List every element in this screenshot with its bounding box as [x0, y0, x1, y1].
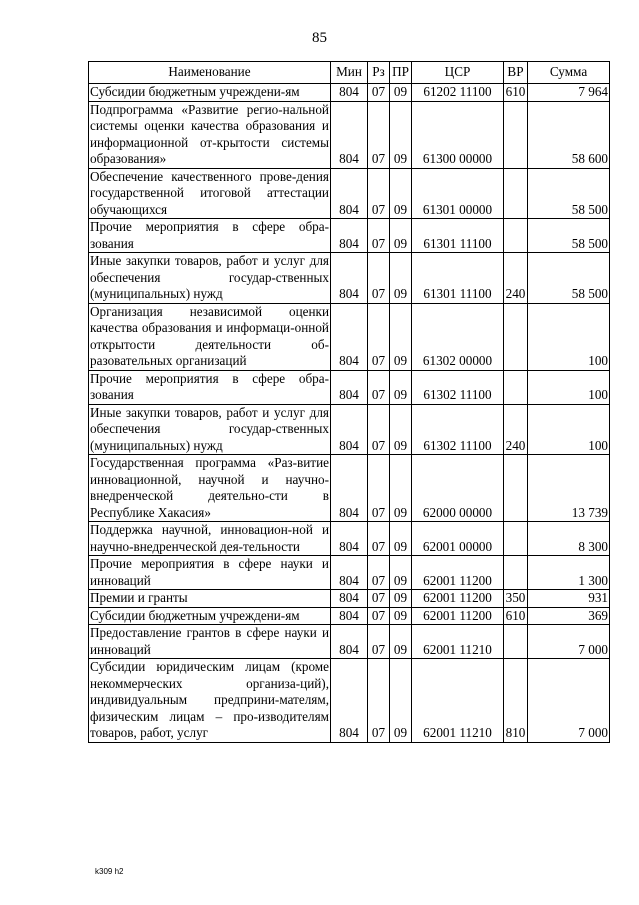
row-vr: [504, 168, 528, 219]
row-sum: 931: [528, 590, 610, 608]
row-vr: 240: [504, 253, 528, 304]
row-vr: 350: [504, 590, 528, 608]
row-vr: 610: [504, 607, 528, 625]
row-vr: [504, 101, 528, 168]
header-csr: ЦСР: [412, 62, 504, 84]
table-row: [89, 219, 610, 253]
row-csr: 61202 11100: [412, 84, 504, 102]
table-row: [89, 370, 610, 404]
row-pr: 09: [390, 556, 412, 590]
row-csr: 61302 00000: [412, 303, 504, 370]
row-sum: 100: [528, 303, 610, 370]
row-min: 804: [331, 455, 368, 522]
table-row: [89, 556, 610, 590]
row-csr: 62001 11210: [412, 659, 504, 743]
budget-table: [88, 61, 610, 743]
row-sum: 8 300: [528, 522, 610, 556]
row-csr: 62001 11200: [412, 556, 504, 590]
row-name: Подпрограмма «Развитие регио-нальной системы оценки качества образования и информационной от-крытости системы образования»: [90, 101, 329, 166]
row-rz: 07: [368, 404, 390, 455]
row-csr: 62001 11210: [412, 625, 504, 659]
row-sum: 100: [528, 370, 610, 404]
header-rz: Рз: [368, 62, 390, 84]
row-sum: 7 964: [528, 84, 610, 102]
row-rz: 07: [368, 625, 390, 659]
header-vr: ВР: [504, 62, 528, 84]
row-min: 804: [331, 625, 368, 659]
row-min: 804: [331, 84, 368, 102]
row-sum: 58 500: [528, 168, 610, 219]
table-row: [89, 404, 610, 455]
row-rz: 07: [368, 370, 390, 404]
row-name: Иные закупки товаров, работ и услуг для обеспечения государ-ственных (муниципальных) нужд: [90, 253, 329, 301]
table-row: [89, 607, 610, 625]
row-pr: 09: [390, 455, 412, 522]
row-pr: 09: [390, 303, 412, 370]
row-sum: 13 739: [528, 455, 610, 522]
row-csr: 61301 11100: [412, 219, 504, 253]
row-min: 804: [331, 370, 368, 404]
row-min: 804: [331, 101, 368, 168]
row-pr: 09: [390, 607, 412, 625]
row-csr: 62001 00000: [412, 522, 504, 556]
table-row: [89, 659, 610, 743]
row-rz: 07: [368, 659, 390, 743]
table-header-row: [89, 62, 610, 84]
row-pr: 09: [390, 659, 412, 743]
row-name: Иные закупки товаров, работ и услуг для обеспечения государ-ственных (муниципальных) нужд: [90, 404, 329, 453]
row-vr: [504, 625, 528, 659]
table-row: [89, 168, 610, 219]
row-name: Субсидии юридическим лицам (кроме некоммерческих организа-ций), индивидуальным предприни-мателям, физическим лицам – про-изводителям товаров, работ, услуг: [90, 659, 329, 740]
row-csr: 62001 11200: [412, 590, 504, 608]
row-rz: 07: [368, 556, 390, 590]
row-name: Субсидии бюджетным учреждени-ям: [89, 84, 331, 102]
header-pr: ПР: [390, 62, 412, 84]
row-csr: 61301 00000: [412, 168, 504, 219]
row-vr: 810: [504, 659, 528, 743]
table-row: [89, 455, 610, 522]
row-pr: 09: [390, 219, 412, 253]
row-vr: [504, 303, 528, 370]
row-pr: 09: [390, 625, 412, 659]
row-name: Организация независимой оценки качества образования и информаци-онной открытости деятельности об-разовательных организаций: [90, 303, 329, 368]
footer-code: k309 h2: [95, 867, 124, 876]
row-sum: 7 000: [528, 625, 610, 659]
row-rz: 07: [368, 219, 390, 253]
row-pr: 09: [390, 370, 412, 404]
row-csr: 62001 11200: [412, 607, 504, 625]
row-rz: 07: [368, 455, 390, 522]
header-min: Мин: [331, 62, 368, 84]
row-pr: 09: [390, 404, 412, 455]
row-name: Государственная программа «Раз-витие инновационной, научной и научно-внедренческой деятельно-сти в Республике Хакасия»: [90, 455, 329, 520]
row-sum: 369: [528, 607, 610, 625]
row-rz: 07: [368, 303, 390, 370]
row-vr: [504, 370, 528, 404]
row-pr: 09: [390, 84, 412, 102]
row-min: 804: [331, 404, 368, 455]
table-row: [89, 253, 610, 304]
row-min: 804: [331, 590, 368, 608]
row-pr: 09: [390, 253, 412, 304]
row-sum: 58 500: [528, 219, 610, 253]
row-name: Поддержка научной, инновацион-ной и научно-внедренческой дея-тельности: [90, 522, 329, 554]
row-sum: 58 500: [528, 253, 610, 304]
row-name: Прочие мероприятия в сфере обра-зования: [90, 219, 329, 251]
row-vr: 610: [504, 84, 528, 102]
row-csr: 61302 11100: [412, 370, 504, 404]
row-rz: 07: [368, 84, 390, 102]
header-name: Наименование: [89, 62, 331, 84]
header-sum: Сумма: [528, 62, 610, 84]
row-pr: 09: [390, 522, 412, 556]
row-sum: 58 600: [528, 101, 610, 168]
row-csr: 62000 00000: [412, 455, 504, 522]
row-vr: 240: [504, 404, 528, 455]
row-csr: 61301 11100: [412, 253, 504, 304]
row-vr: [504, 522, 528, 556]
row-rz: 07: [368, 607, 390, 625]
row-vr: [504, 219, 528, 253]
row-name: Премии и гранты: [89, 590, 331, 608]
row-rz: 07: [368, 590, 390, 608]
row-min: 804: [331, 556, 368, 590]
table-row: [89, 625, 610, 659]
row-pr: 09: [390, 590, 412, 608]
table-row: [89, 590, 610, 608]
row-sum: 7 000: [528, 659, 610, 743]
row-rz: 07: [368, 101, 390, 168]
row-min: 804: [331, 659, 368, 743]
row-min: 804: [331, 303, 368, 370]
row-csr: 61300 00000: [412, 101, 504, 168]
row-name: Субсидии бюджетным учреждени-ям: [89, 607, 331, 625]
row-name: Прочие мероприятия в сфере науки и инноваций: [90, 556, 329, 588]
row-pr: 09: [390, 168, 412, 219]
row-rz: 07: [368, 522, 390, 556]
row-sum: 1 300: [528, 556, 610, 590]
row-rz: 07: [368, 253, 390, 304]
row-name: Обеспечение качественного прове-дения государственной итоговой аттестации обучающихся: [90, 168, 329, 217]
table-row: [89, 101, 610, 168]
row-rz: 07: [368, 168, 390, 219]
row-sum: 100: [528, 404, 610, 455]
row-min: 804: [331, 607, 368, 625]
row-min: 804: [331, 168, 368, 219]
row-vr: [504, 455, 528, 522]
row-csr: 61302 11100: [412, 404, 504, 455]
row-min: 804: [331, 522, 368, 556]
row-name: Предоставление грантов в сфере науки и инноваций: [90, 625, 329, 657]
table-row: [89, 84, 610, 102]
row-name: Прочие мероприятия в сфере обра-зования: [90, 370, 329, 402]
page-number: 85: [312, 30, 327, 46]
table-row: [89, 303, 610, 370]
row-min: 804: [331, 219, 368, 253]
row-pr: 09: [390, 101, 412, 168]
table-row: [89, 522, 610, 556]
row-min: 804: [331, 253, 368, 304]
row-vr: [504, 556, 528, 590]
